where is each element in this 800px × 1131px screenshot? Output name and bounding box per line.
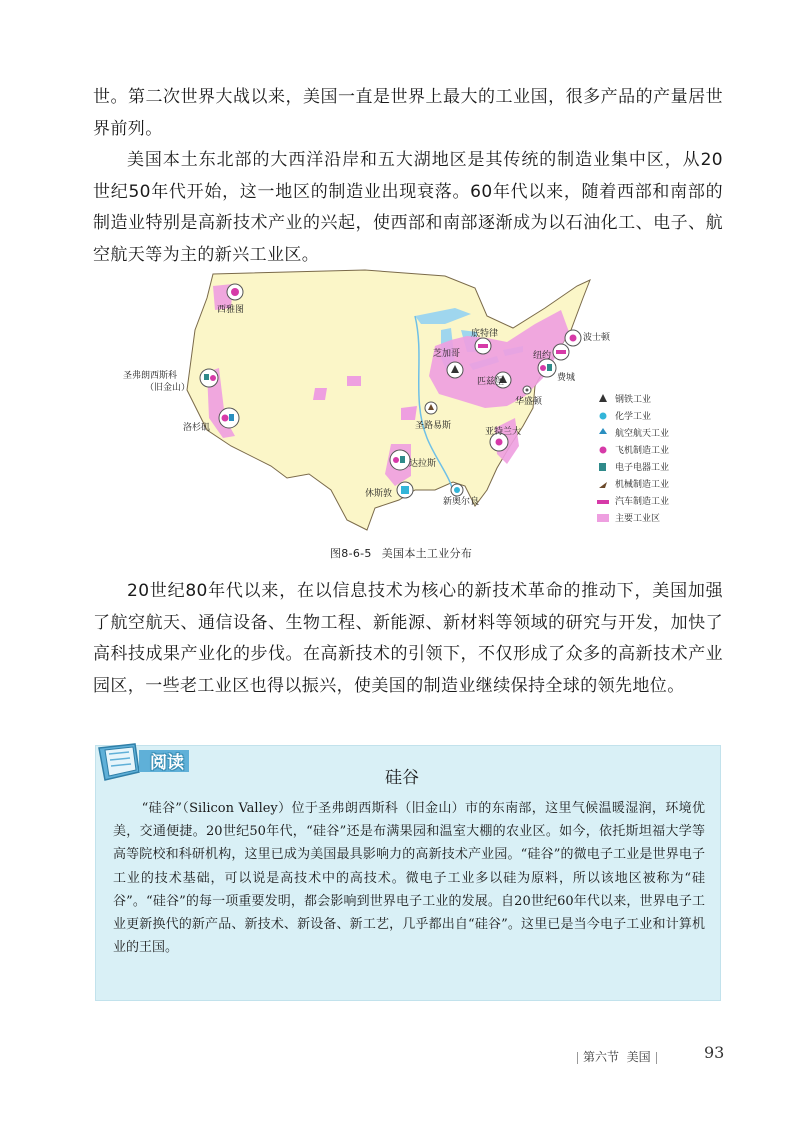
page-footer	[572, 1048, 662, 1065]
city-marker-seattle	[227, 284, 243, 300]
city-label-neworleans: 新奥尔良	[443, 497, 480, 507]
city-label-atlanta: 亚特兰大	[485, 427, 522, 437]
reading-body: “硅谷”（Silicon Valley）位于圣弗朗西斯科（旧金山）市的东南部，这里气候温暖湿润，环境优美，交通便捷。20世纪50年代，“硅谷”还是布满果园和温室大棚的农业区。如今，依托斯坦福大学等高等院校和科研机构，这里已成为美国最具影响力的高新技术产业园。“硅谷”的微电子工业是世界电子工业的技术基础，可以说是高技术中的高技术。微电子工业多以硅为原料，所以该地区被称为“硅谷”。“硅谷”的每一项重要发明，都会影响到世界电子工业的发展。自20世纪60年代以来，世界电子工业更新换代的新产品、新技术、新设备、新工艺，几乎都出自“硅谷”。这里已是当今电子工业和计算机业的王国。	[113, 801, 705, 956]
svg-text:机械制造工业: 机械制造工业	[615, 480, 670, 490]
legend-item-auto	[597, 495, 669, 507]
legend-item-industrial-zone	[597, 512, 660, 524]
industrial-zone-small-3	[313, 388, 327, 400]
reading-tab-label: 阅读	[150, 753, 184, 773]
city-label-washington: 华盛顿	[515, 397, 543, 407]
city-marker-houston	[397, 482, 413, 498]
svg-text:化学工业: 化学工业	[615, 412, 652, 422]
paragraph-3: 20世纪80年代以来，在以信息技术为核心的新技术革命的推动下，美国加强了航空航天、通信设备、生物工程、新能源、新材料等领域的研究与开发，加快了高科技成果产业化的步伐。在高新技术的引领下，不仅形成了众多的高新技术产业园区，一些老工业区也得以振兴，使美国的制造业继续保持全球的领先地位。	[93, 581, 723, 696]
city-marker-philadelphia	[553, 344, 569, 360]
figure-title: 美国本土工业分布	[381, 547, 473, 560]
footer-divider	[656, 1052, 657, 1064]
svg-text:主要工业区: 主要工业区	[615, 514, 661, 524]
legend-item-steel	[599, 393, 651, 405]
city-label-dallas: 达拉斯	[409, 459, 437, 469]
footer-divider	[577, 1052, 578, 1064]
paragraph-2: 美国本土东北部的大西洋沿岸和五大湖地区是其传统的制造业集中区，从20世纪50年代开始，这一地区的制造业出现衰落。60年代以来，随着西部和南部的制造业特别是高新技术产业的兴起，使西部和南部逐渐成为以石油化工、电子、航空航天等为主的新兴工业区。	[93, 150, 723, 265]
city-marker-losangeles	[219, 408, 239, 428]
city-label-houston: 休斯敦	[365, 489, 393, 499]
svg-text:钢铁工业: 钢铁工业	[615, 395, 652, 405]
city-label-losangeles: 洛杉矶	[183, 423, 211, 433]
footer-section: 第六节	[583, 1050, 620, 1064]
city-label-seattle: 西雅图	[217, 305, 245, 315]
city-marker-washington	[523, 386, 531, 394]
city-marker-neworleans	[451, 484, 463, 496]
svg-text:航空航天工业: 航空航天工业	[615, 429, 670, 439]
map-legend	[597, 393, 669, 524]
figure-caption	[330, 545, 472, 561]
paragraph-1: 世。第二次世界大战以来，美国一直是世界上最大的工业国，很多产品的产量居世界前列。	[93, 87, 723, 139]
legend-item-aerospace	[599, 427, 669, 439]
us-industry-map	[115, 268, 695, 540]
city-label-philadelphia: 费城	[557, 373, 576, 383]
city-label-pittsburgh: 匹兹堡	[477, 377, 505, 387]
legend-item-machinery	[599, 478, 669, 490]
industrial-zone-small-1	[347, 376, 361, 386]
city-marker-boston	[565, 330, 581, 346]
city-label-sanfrancisco-alt: （旧金山）	[145, 383, 191, 393]
city-label-boston: 波士顿	[583, 333, 611, 343]
figure-number: 图8-6-5	[330, 547, 372, 560]
legend-item-chemical	[600, 410, 652, 422]
city-label-stlouis: 圣路易斯	[415, 421, 452, 431]
city-label-detroit: 底特律	[471, 329, 499, 339]
city-marker-sanfrancisco	[200, 369, 218, 387]
city-marker-detroit	[475, 338, 491, 354]
legend-item-electronics	[599, 461, 669, 473]
city-label-sanfrancisco: 圣弗朗西斯科	[123, 371, 178, 381]
city-label-chicago: 芝加哥	[433, 349, 461, 359]
city-marker-dallas	[390, 450, 410, 470]
city-marker-newyork	[538, 359, 556, 377]
svg-text:飞机制造工业: 飞机制造工业	[615, 446, 670, 456]
svg-text:汽车制造工业: 汽车制造工业	[615, 497, 670, 507]
city-label-newyork: 纽约	[533, 351, 552, 361]
city-marker-stlouis	[425, 402, 437, 414]
city-marker-chicago	[447, 362, 463, 378]
industrial-zone-small-2	[401, 406, 417, 420]
legend-item-aircraft	[600, 444, 670, 456]
page-number: 93	[704, 1043, 725, 1062]
footer-country: 美国	[626, 1050, 651, 1064]
svg-text:电子电器工业: 电子电器工业	[615, 463, 670, 473]
reading-title: 硅谷	[385, 768, 419, 788]
